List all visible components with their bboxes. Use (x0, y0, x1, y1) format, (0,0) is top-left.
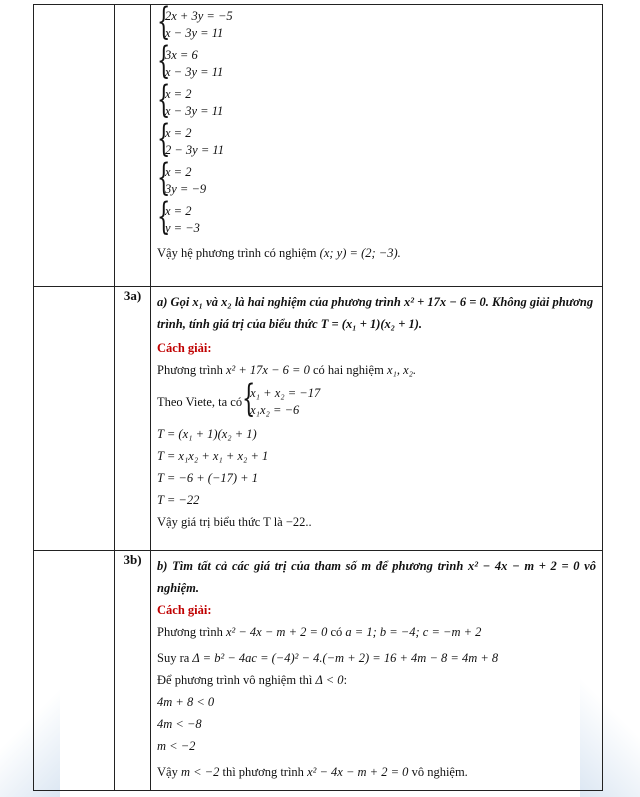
text: vô nghiệm. (408, 765, 468, 779)
line-3a-viete (157, 377, 596, 421)
calc-3b-1: 4m + 8 < 0 (157, 695, 215, 709)
text: Phương trình (157, 625, 226, 639)
solution-label-3a: Cách giải: (157, 341, 212, 355)
system-step-3: { x = 2 x − 3y = 11 (157, 78, 224, 122)
calc-3b-3: m < −2 (157, 739, 196, 753)
calc-3a-1: T = (x₁ + 1)(x₂ + 1) (157, 427, 257, 441)
text: có hai nghiệm (309, 363, 387, 377)
previous-part-body (151, 0, 603, 287)
line-3a-roots (157, 359, 596, 381)
question-math: x₂ (221, 295, 232, 309)
system-step-4: { x = 2 2 − 3y = 11 (157, 117, 224, 161)
solution-label-3b: Cách giải: (157, 603, 212, 617)
question-math: x₁ (192, 295, 204, 309)
calc-3b-2: 4m < −8 (157, 717, 202, 731)
row-previous-part (34, 5, 603, 287)
calc-3a-4: T = −22 (157, 493, 200, 507)
system-line: x = 2 (165, 87, 192, 101)
text: Để phương trình vô nghiệm thì (157, 673, 316, 687)
math: Δ = b² − 4ac = (−4)² − 4.(−m + 2) = 16 + 4m − 8 = 4m + 8 (192, 651, 499, 665)
question-3a (157, 291, 596, 335)
text: : (343, 673, 348, 687)
part-label-3a: 3a) (115, 287, 151, 551)
line-3b-discriminant (157, 647, 596, 669)
math: x² − 4x − m + 2 = 0 (307, 765, 409, 779)
conclusion-text: Vậy hệ phương trình có nghiệm (157, 246, 320, 260)
system-line: x = 2 (165, 126, 192, 140)
math: m < −2 (180, 765, 220, 779)
previous-conclusion (157, 242, 596, 264)
math: a = 1; b = −4; c = −m + 2 (345, 625, 482, 639)
math: Δ < 0 (315, 673, 344, 687)
math: x₁, x₂. (386, 363, 417, 377)
calc-3a-2: T = x₁x₂ + x₁ + x₂ + 1 (157, 449, 269, 463)
system-line: x₁x₂ = −6 (250, 403, 300, 417)
system-line: 2 − 3y = 11 (165, 143, 224, 157)
system-step-2: { 3x = 6 x − 3y = 11 (157, 39, 224, 83)
system-line: 3x = 6 (165, 48, 198, 62)
question-text: . Không giải phương trình, tính giá trị của biểu thức (157, 295, 594, 331)
text: Theo Viete, ta có (157, 395, 243, 409)
solution-table (33, 0, 603, 791)
question-math: m (361, 559, 372, 573)
system-step-1: { 2x + 3y = −5 x − 3y = 11 (157, 0, 233, 44)
text: Suy ra (157, 651, 193, 665)
system-line: y = −3 (165, 221, 200, 235)
text: Vậy (157, 765, 181, 779)
part-3a-body (151, 287, 603, 551)
part-label-3b: 3b) (115, 551, 151, 791)
text: có (327, 625, 346, 639)
system-step-5: { x = 2 3y = −9 (157, 156, 207, 200)
question-math: x² + 17x − 6 = 0 (403, 295, 486, 309)
row-3b (34, 551, 603, 791)
blank-cell (34, 287, 115, 551)
system-line: x = 2 (165, 204, 192, 218)
line-3b-coefficients (157, 621, 596, 643)
part-3b-body (151, 551, 603, 791)
question-text: vô nghiệm. (157, 559, 596, 595)
question-3b (157, 555, 596, 599)
conclusion-math: (x; y) = (2; −3). (319, 246, 401, 260)
calc-3a-3: T = −6 + (−17) + 1 (157, 471, 258, 485)
row-3a (34, 287, 603, 551)
blank-cell (34, 5, 115, 287)
blank-cell (34, 551, 115, 791)
math: x² − 4x − m + 2 = 0 (225, 625, 328, 639)
system-step-6: { x = 2 y = −3 (157, 195, 200, 239)
system-line: 2x + 3y = −5 (165, 9, 233, 23)
system-line: x − 3y = 11 (165, 104, 224, 118)
question-text: là hai nghiệm của phương trình (231, 295, 404, 309)
system-line: x₁ + x₂ = −17 (250, 386, 321, 400)
text: Phương trình (157, 363, 226, 377)
text: thì phương trình (219, 765, 308, 779)
system-line: x − 3y = 11 (165, 65, 224, 79)
conclusion-3a: Vậy giá trị biểu thức T là −22.. (157, 515, 312, 529)
question-math: x² − 4x − m + 2 = 0 (467, 559, 580, 573)
question-text: a) Gọi (157, 295, 193, 309)
system-line: 3y = −9 (165, 182, 207, 196)
question-text: để phương trình (371, 559, 468, 573)
math: x² + 17x − 6 = 0 (225, 363, 310, 377)
system-line: x = 2 (165, 165, 192, 179)
system-line: x − 3y = 11 (165, 26, 224, 40)
part-label-empty (115, 5, 151, 287)
question-text: và (203, 295, 222, 309)
viete-system: { x₁ + x₂ = −17 x₁x₂ = −6 (242, 377, 321, 421)
question-text: b) Tìm tất cả các giá trị của tham số (157, 559, 362, 573)
question-math: T = (x₁ + 1)(x₂ + 1). (320, 317, 423, 331)
conclusion-3b (157, 761, 596, 783)
line-3b-condition (157, 669, 596, 691)
